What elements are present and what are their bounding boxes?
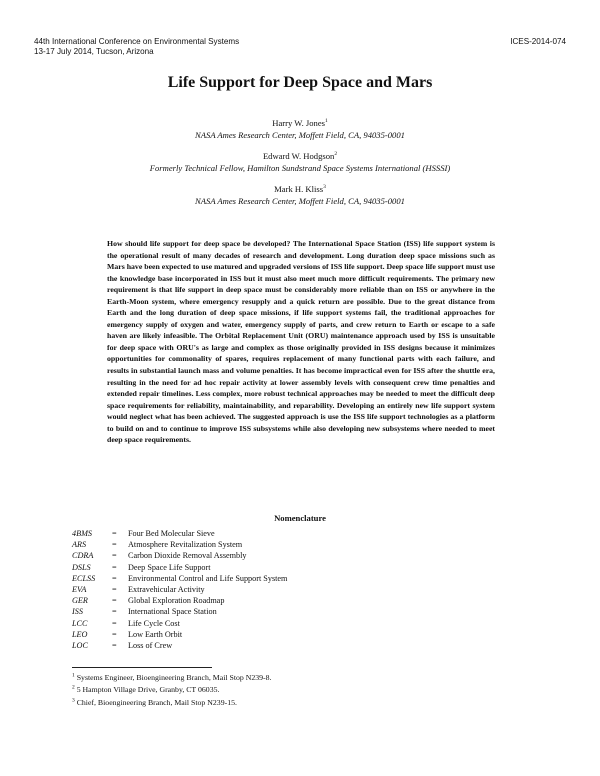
nomenclature-definition: Extravehicular Activity [128,584,205,594]
conference-header [34,37,239,57]
nomenclature-row [72,528,287,539]
nomenclature-row [72,595,287,606]
nomenclature-equals: = [112,562,117,572]
footnote [72,697,272,709]
paper-title: Life Support for Deep Space and Mars [167,74,433,91]
nomenclature-row [72,550,287,561]
nomenclature-equals: = [112,551,117,561]
footnote-divider [72,667,212,668]
nomenclature-abbreviation: LCC [72,618,88,628]
paper-id: ICES-2014-074 [510,37,566,46]
author-block-3 [0,183,600,207]
author-footnote-mark: 1 [325,118,328,125]
nomenclature-equals: = [112,596,117,606]
nomenclature-definition: Low Earth Orbit [128,629,183,639]
footnote-text: Systems Engineer, Bioengineering Branch, Mail Stop N239-8. [76,673,272,682]
nomenclature-row [72,584,287,595]
nomenclature-equals: = [112,529,117,538]
nomenclature-abbreviation: DSLS [72,562,91,572]
footnote-number: 3 [72,697,75,704]
footnote-text: 5 Hampton Village Drive, Granby, CT 06035. [76,685,220,695]
nomenclature-definition: Deep Space Life Support [128,562,211,572]
nomenclature-heading: Nomenclature [274,513,326,523]
footnote-number: 1 [72,672,75,679]
nomenclature-definition: Life Cycle Cost [128,618,180,628]
nomenclature-row [72,629,287,640]
author-name: Mark H. Kliss [274,184,324,194]
nomenclature-abbreviation: LOC [72,640,88,650]
footnote-number: 2 [72,684,75,691]
conference-date-location: 13-17 July 2014, Tucson, Arizona [34,47,154,56]
author-name: Harry W. Jones [272,118,325,128]
author-name: Edward W. Hodgson [262,151,335,161]
nomenclature-definition: Four Bed Molecular Sieve [128,529,215,538]
nomenclature-abbreviation: ECLSS [72,573,96,583]
abstract: How should life support for deep space be developed? The International Space Station (ISS) life support system is the operational result of many decades of research and development. Long duration deep space missions such as Mars have been expected to use matured and upgraded versions of ISS life support. Deep space life support must use the knowledge base incorporated in ISS but it must also meet much more difficult requirements. The primary new requirement is that life support in deep space must be considerably more reliable than on ISS or anywhere in the Earth-Moon system, where emergency resupply and a quick return are possible. Due to the great distance from Earth and the long duration of deep space missions, if life support systems fail, the traditional approaches for emergency supply of oxygen and water, emergency supply of parts, and crew return to Earth or escape to a safe haven are likely infeasible. The Orbital Replacement Unit (ORU) maintenance approach used by ISS is unsuitable for deep space with ORU's as large and complex as those originally provided in ISS designs because it minimizes opportunities for commonality of spares, requires replacement of many functional parts with each failure, and results in substantial launch mass and volume penalties. It has become impractical even for ISS after the shuttle era, resulting in the need for ad hoc repair activity at lower assembly levels with consequent crew time penalties and extended repair timelines. Less complex, more robust technical approaches may be needed to meet the difficult deep space requirements for reliability, maintainability, and reparability. Developing an entirely new life support system would neglect what has been achieved. The suggested approach is use the ISS life support technologies as a platform to build on and to continue to improve ISS subsystems while also developing new subsystems where needed to meet deep space requirements. [107,239,495,445]
nomenclature-equals: = [112,540,117,550]
footnote-text: Chief, Bioengineering Branch, Mail Stop N239-15. [76,697,237,707]
author-affiliation: Formerly Technical Fellow, Hamilton Sundstrand Space Systems International (HSSSI) [149,163,451,173]
author-footnote-mark: 2 [334,151,338,158]
author-affiliation: NASA Ames Research Center, Moffett Field, CA, 94035-0001 [195,196,405,206]
nomenclature-definition: Atmosphere Revitalization System [128,540,243,550]
nomenclature-row [72,562,287,573]
conference-name: 44th International Conference on Environmental Systems [34,37,240,46]
author-affiliation: NASA Ames Research Center, Moffett Field, CA, 94035-0001 [195,130,405,140]
footnote [72,672,272,684]
nomenclature-abbreviation: GER [72,596,88,606]
nomenclature-equals: = [112,607,117,617]
nomenclature-definition: Environmental Control and Life Support System [128,573,288,583]
nomenclature-equals: = [112,618,117,628]
nomenclature-definition: Carbon Dioxide Removal Assembly [128,551,247,561]
nomenclature-equals: = [112,629,117,639]
footnotes [72,672,272,709]
nomenclature-equals: = [112,640,117,650]
footnote [72,684,272,696]
nomenclature-row [72,640,287,651]
author-block-2 [0,150,600,174]
nomenclature-row [72,539,287,550]
nomenclature-abbreviation: EVA [72,584,87,594]
author-block-1 [0,117,600,141]
nomenclature-equals: = [112,573,117,583]
nomenclature-abbreviation: LEO [72,629,88,639]
nomenclature-abbreviation: ARS [72,540,87,550]
nomenclature-abbreviation: CDRA [72,551,94,561]
nomenclature-definition: Loss of Crew [128,640,173,650]
nomenclature-row [72,573,287,584]
nomenclature-equals: = [112,584,117,594]
author-footnote-mark: 3 [323,184,326,191]
nomenclature-list [72,528,287,651]
nomenclature-row [72,606,287,617]
nomenclature-abbreviation: 4BMS [72,529,93,538]
nomenclature-definition: Global Exploration Roadmap [128,596,225,606]
nomenclature-abbreviation: ISS [72,607,83,617]
nomenclature-definition: International Space Station [128,607,217,617]
nomenclature-row [72,618,287,629]
